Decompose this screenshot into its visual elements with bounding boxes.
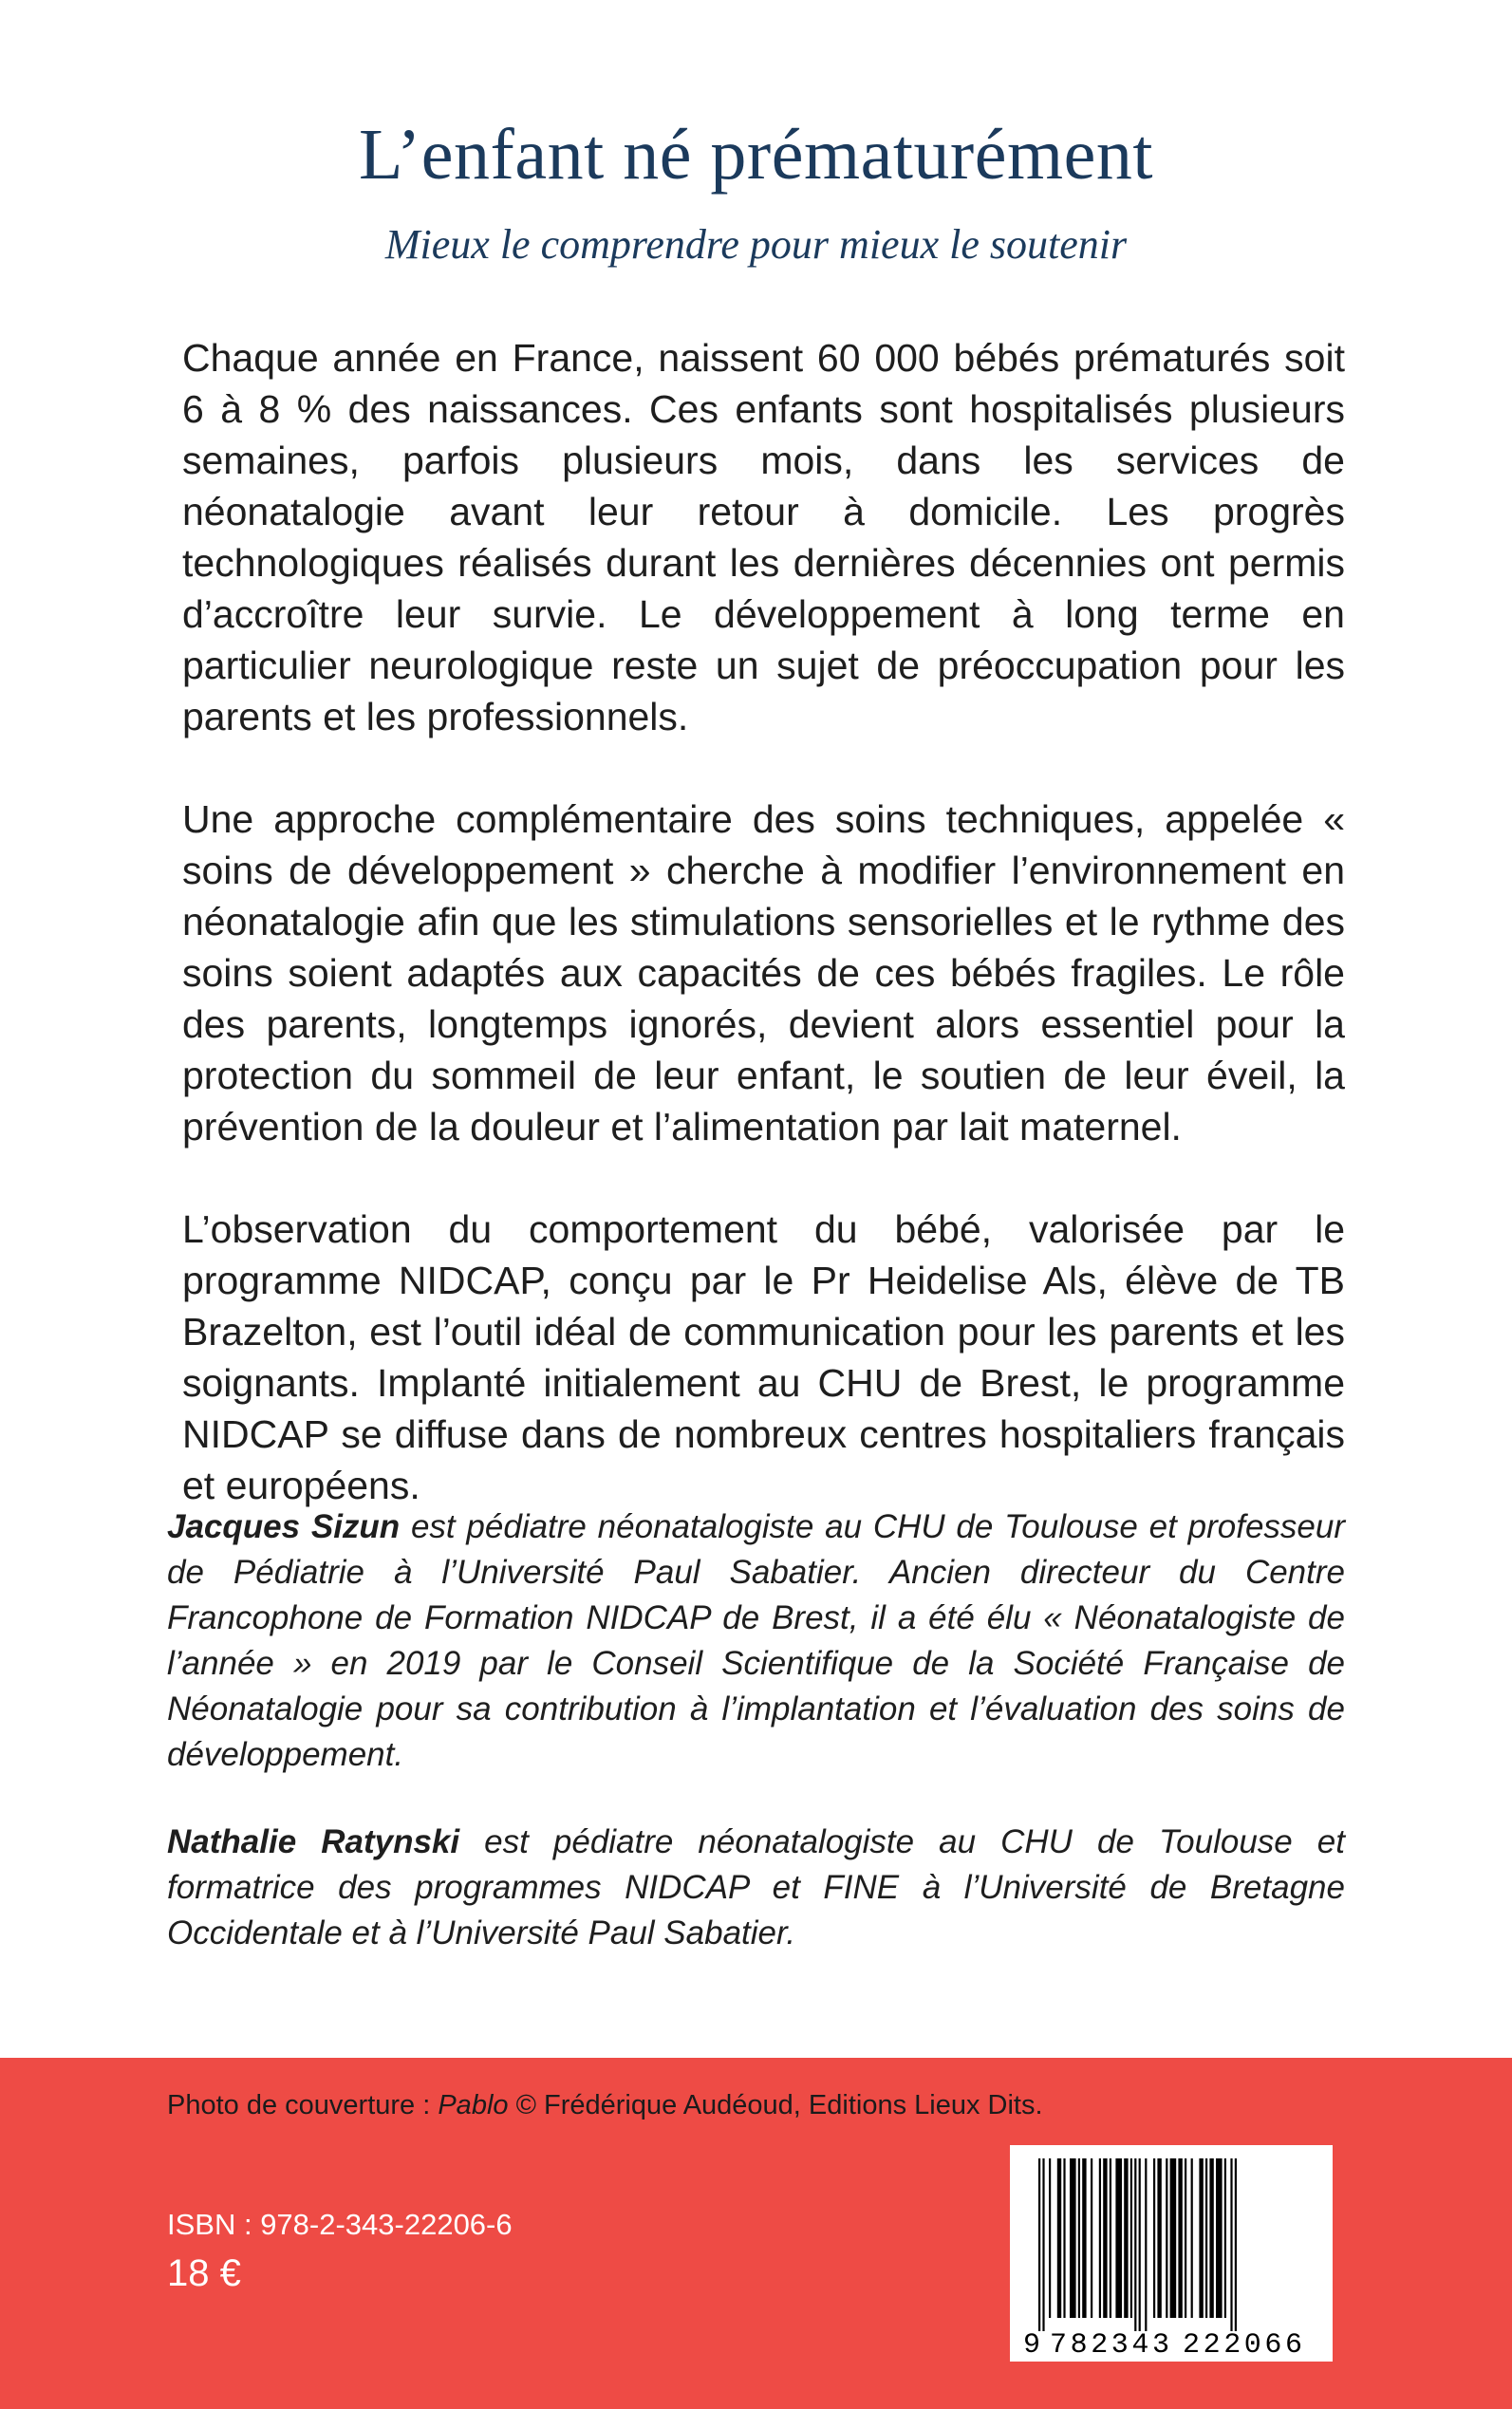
author-bio-1 — [167, 1504, 1345, 1778]
author-name-2: Nathalie Ratynski — [167, 1823, 460, 1860]
barcode — [1010, 2145, 1333, 2362]
summary-paragraph-3: L’observation du comportement du bébé, valorisée par le programme NIDCAP, conçu par le Pr Heidelise Als, élève de TB Brazelton, est l’outil idéal de communication pour les parents et les soignants. Implanté initialement au CHU de Brest, le programme NIDCAP se diffuse dans de nombreux centres hospitaliers français et européens. — [182, 1207, 1345, 1507]
author-bio-2 — [167, 1820, 1345, 1956]
back-cover-summary — [182, 332, 1345, 1562]
barcode-bar — [1130, 2158, 1132, 2318]
book-title: L’enfant né prématurément — [359, 115, 1153, 195]
isbn-label: ISBN : 978-2-343-22206-6 — [167, 2208, 513, 2241]
price-label: 18 € — [167, 2252, 241, 2294]
barcode-bar — [1139, 2158, 1141, 2331]
author-name-1: Jacques Sizun — [167, 1508, 401, 1545]
barcode-bar — [1110, 2158, 1111, 2318]
photo-credit — [167, 2090, 1043, 2121]
barcode-bar — [1038, 2158, 1040, 2331]
book-subtitle: Mieux le comprendre pour mieux le soutenir — [384, 221, 1128, 268]
photo-credit-work: Pablo — [438, 2090, 509, 2120]
barcode-bar — [1099, 2158, 1101, 2318]
barcode-bar — [1153, 2158, 1155, 2318]
barcode-bar — [1170, 2158, 1177, 2318]
barcode-bar — [1049, 2158, 1051, 2318]
barcode-bar — [1134, 2158, 1136, 2331]
barcode-bar — [1230, 2158, 1232, 2331]
barcode-bar — [1235, 2158, 1237, 2331]
author-bios — [167, 1504, 1345, 1998]
barcode-bar — [1185, 2158, 1186, 2318]
summary-paragraph-2: Une approche complémentaire des soins techniques, appelée « soins de développement » cherche à modifier l’environnement en néonatalogie afin que les stimulations sensorielles et le rythme des soins soient adaptés aux capacités de ces bébés fragiles. Le rôle des parents, longtemps ignorés, devient alors essentiel pour la protection du sommeil de leur enfant, le soutien de leur éveil, la prévention de la douleur et l’alimentation par lait maternel. — [182, 797, 1345, 1148]
barcode-bar — [1224, 2158, 1226, 2318]
barcode-bar — [1216, 2158, 1223, 2318]
barcode-digits-left: 782343 — [1050, 2329, 1169, 2362]
photo-credit-prefix: Photo de couverture : — [167, 2090, 439, 2120]
barcode-bar — [1199, 2158, 1203, 2318]
barcode-bar — [1115, 2158, 1122, 2318]
barcode-bar — [1145, 2158, 1147, 2331]
barcode-bar — [1205, 2158, 1207, 2318]
barcode-bar — [1057, 2158, 1061, 2318]
photo-credit-suffix: © Frédérique Audéoud, Editions Lieux Dits. — [508, 2090, 1043, 2120]
barcode-bar — [1063, 2158, 1065, 2318]
barcode-bar — [1178, 2158, 1182, 2318]
barcode-bar — [1124, 2158, 1128, 2318]
barcode-bar — [1082, 2158, 1086, 2318]
barcode-bar — [1191, 2158, 1193, 2318]
barcode-bar — [1078, 2158, 1080, 2318]
barcode-bar — [1091, 2158, 1092, 2318]
barcode-digits-right: 222066 — [1183, 2329, 1302, 2362]
barcode-bar — [1157, 2158, 1161, 2318]
barcode-bar — [1209, 2158, 1213, 2318]
author-bio-text-1: est pédiatre néonatalogiste au CHU de Toulouse et professeur de Pédiatrie à l’Université Paul Sabatier. Ancien directeur du Centre Francophone de Formation NIDCAP de Brest, il a été élu « Néonatalogiste de l’année » en 2019 par le Conseil Scientifique de la Société Française de Néonatalogie pour sa contribution à l’implantation et l’évaluation des soins de développement. — [167, 1508, 1345, 1773]
author-bio-text-2: est pédiatre néonatalogiste au CHU de Toulouse et formatrice des programmes NIDCAP et FINE à l’Université de Bretagne Occidentale et à l’Université Paul Sabatier. — [167, 1823, 1345, 1951]
barcode-bar — [1103, 2158, 1107, 2318]
barcode-icon — [1010, 2145, 1333, 2362]
barcode-digit-prefix: 9 — [1023, 2329, 1041, 2362]
barcode-bar — [1070, 2158, 1076, 2318]
barcode-bar — [1042, 2158, 1044, 2331]
barcode-bar — [1166, 2158, 1167, 2318]
summary-paragraph-1: Chaque année en France, naissent 60 000 bébés prématurés soit 6 à 8 % des naissances. Ces enfants sont hospitalisés plusieurs semaines, parfois plusieurs mois, dans les services de néonatalogie avant leur retour à domicile. Les progrès technologiques réalisés durant les dernières décennies ont permis d’accroître leur survie. Le développement à long terme en particulier neurologique reste un sujet de préoccupation pour les parents et les professionnels. — [182, 336, 1345, 738]
